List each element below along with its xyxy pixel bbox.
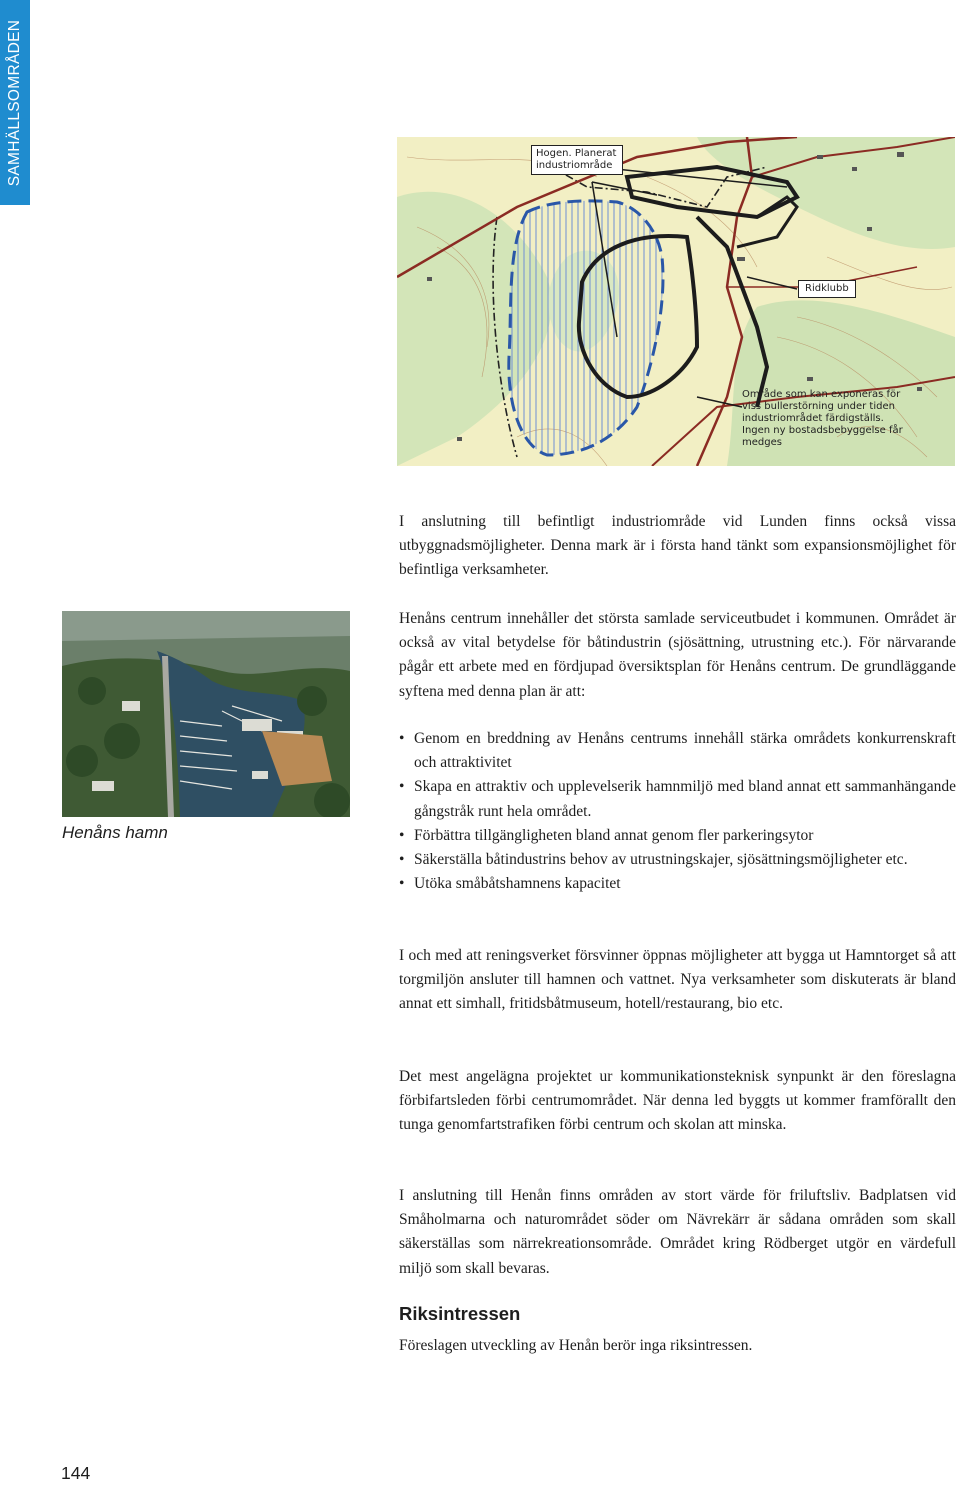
- paragraph-lunden: [399, 510, 956, 583]
- paragraph-friluftsliv-text: I anslutning till Henån finns områden av stort värde för friluftsliv. Badplatsen vid Småholmarna och naturområdet söder om Nävrekärr är sådana områden som skall säkerställas som närrekreationsområde. Området kring Rödberget utgör en värdefull miljö som skall bevaras.: [399, 1187, 956, 1277]
- planning-map: [397, 137, 955, 466]
- paragraph-riksintressen-text: Föreslagen utveckling av Henån berör inga riksintressen.: [399, 1337, 753, 1354]
- map-label-noise-area: Område som kan exponeras för viss bullerstörning under tiden industriområdet färdigställs. Ingen ny bostadsbebyggelse får medges: [742, 389, 903, 448]
- list-item: • Säkerställa båtindustrins behov av utrustningskajer, sjösättningsmöjligheter etc.: [399, 848, 956, 872]
- section-side-tab: [0, 0, 30, 205]
- map-label-riding-club: Ridklubb: [798, 280, 856, 298]
- harbour-aerial-image: [62, 611, 350, 817]
- section-tab-label: SAMHÄLLSOMRÅDEN: [6, 19, 23, 186]
- henan-harbour-photo: [62, 611, 350, 817]
- paragraph-hamntorget-text: I och med att reningsverket försvinner öppnas möjligheter att bygga ut Hamntorget så att torgmiljön ansluter till hamnen och vattnet. Nya verksamheter som diskuterats är bland annat ett simhall, fritidsbåtmuseum, hotell/restaurang, bio etc.: [399, 947, 956, 1013]
- paragraph-friluftsliv: [399, 1184, 956, 1281]
- plan-goals-list: [399, 727, 956, 896]
- list-item: • Förbättra tillgängligheten bland annat genom fler parkeringsytor: [399, 824, 956, 848]
- paragraph-forbifartsled-text: Det mest angelägna projektet ur kommunikationsteknisk synpunkt är den föreslagna förbifartsleden förbi centrumområdet. När denna led byggts ut kommer framförallt den tunga genomfartstrafiken förbi centrum och skolan att minska.: [399, 1068, 956, 1134]
- paragraph-lunden-text: I anslutning till befintligt industriområde vid Lunden finns också vissa utbyggnadsmöjligheter. Denna mark är i första hand tänkt som expansionsmöjlighet för befintliga verksamheter.: [399, 513, 956, 579]
- paragraph-hamntorget: [399, 944, 956, 1017]
- photo-caption: Henåns hamn: [62, 823, 168, 842]
- map-label-industrial-area: Hogen. Planerat industriområde: [531, 145, 623, 175]
- paragraph-henan-centrum-text: Henåns centrum innehåller det största samlade serviceutbudet i kommunen. Området är också av vital betydelse för båtindustrin (sjösättning, utrustning etc.). För närvarande pågår ett arbete med en fördjupad översiktsplan för Henåns centrum. De grundläggande syftena med denna plan är att:: [399, 610, 956, 700]
- page-number: 144: [61, 1463, 91, 1483]
- list-item: • Skapa en attraktiv och upplevelserik hamnmiljö med bland annat ett sammanhängande gångstråk runt hela området.: [399, 775, 956, 823]
- section-heading-riksintressen: Riksintressen: [399, 1303, 521, 1324]
- list-item: • Utöka småbåtshamnens kapacitet: [399, 872, 956, 896]
- paragraph-riksintressen: [399, 1334, 956, 1358]
- paragraph-henan-centrum: [399, 607, 956, 704]
- paragraph-forbifartsled: [399, 1065, 956, 1138]
- list-item: • Genom en breddning av Henåns centrums innehåll stärka områdets konkurrenskraft och attraktivitet: [399, 727, 956, 775]
